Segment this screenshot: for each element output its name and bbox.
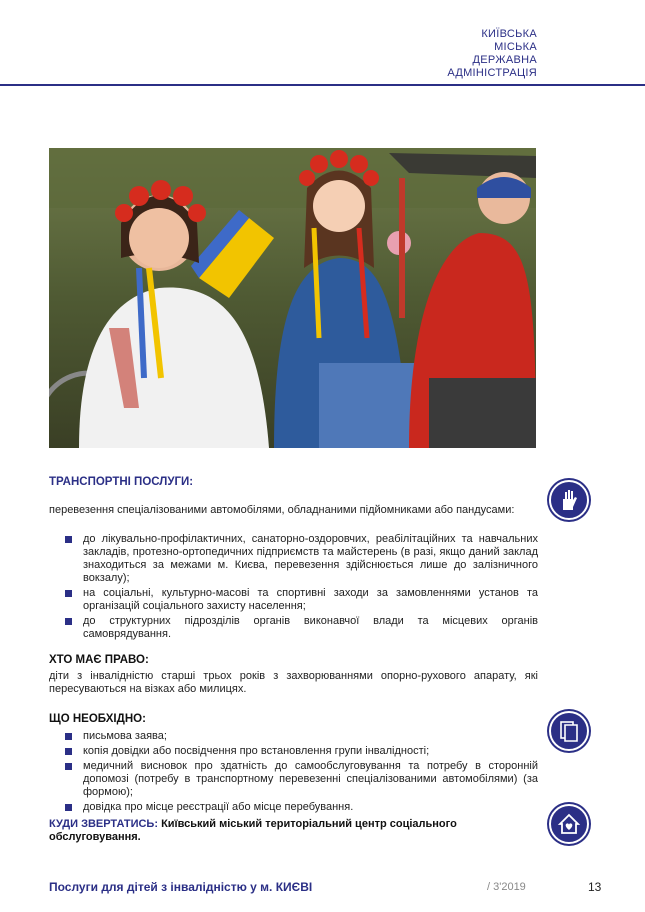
header-line: ДЕРЖАВНА: [472, 54, 537, 66]
hand-heart-icon: [549, 480, 589, 520]
contact-label: КУДИ ЗВЕРТАТИСЬ:: [49, 818, 158, 830]
header-organization: [447, 28, 537, 80]
bullet-square: [65, 536, 72, 543]
bullet-square: [65, 804, 72, 811]
bullet-square: [65, 733, 72, 740]
header-line: АДМІНІСТРАЦІЯ: [447, 67, 537, 79]
page-number: 13: [588, 880, 602, 894]
transport-list: [63, 533, 538, 643]
list-item: копія довідки або посвідчення про встановлення групи інвалідності;: [63, 745, 538, 758]
list-item: медичний висновок про здатність до самообслуговування та потребу в сторонній допомозі (потребу в транспортному перевезенні спеціалізованими автомобілями) (за формою);: [63, 760, 538, 799]
list-item: до лікувально-профілактичних, санаторно-оздоровчих, реабілітаційних та навчальних закладів, протезно-ортопедичних підприємств та майстерень (в разі, якщо даний заклад знаходиться за межами м. Києва, перевезення здійснюється лише до залізничного вокзалу);: [63, 533, 538, 585]
photo-children-in-wheelchairs: [49, 148, 536, 448]
list-item: на соціальні, культурно-масові та спортивні заходи за замовленнями установ та організацій соціального захисту населення;: [63, 587, 538, 613]
header-divider: [0, 84, 645, 86]
documents-icon: [549, 711, 589, 751]
required-list: [63, 730, 538, 816]
contact-block: [49, 818, 539, 844]
bullet-square: [65, 618, 72, 625]
house-heart-icon: [549, 804, 589, 844]
eligibility-text: діти з інвалідністю старші трьох років з захворюваннями опорно-рухового апарату, які пересуваються на візках або милицях.: [49, 670, 538, 695]
list-item: до структурних підрозділів органів виконавчої влади та місцевих органів самоврядування.: [63, 615, 538, 641]
list-item: довідка про місце реєстрації або місце перебування.: [63, 801, 538, 814]
contact-text: Київський міський територіальний центр соціального обслуговування.: [49, 818, 457, 843]
bullet-square: [65, 763, 72, 770]
header-line: МІСЬКА: [494, 41, 537, 53]
list-item: письмова заява;: [63, 730, 538, 743]
footer-title: Послуги для дітей з інвалідністю у м. КИЄВІ: [49, 880, 313, 894]
required-title: ЩО НЕОБХІДНО:: [49, 713, 146, 725]
transport-title: ТРАНСПОРТНІ ПОСЛУГИ:: [49, 476, 194, 488]
eligibility-title: ХТО МАЄ ПРАВО:: [49, 654, 149, 666]
footer-issue: / 3'2019: [487, 881, 526, 893]
header-line: КИЇВСЬКА: [481, 28, 537, 40]
bullet-square: [65, 748, 72, 755]
bullet-square: [65, 590, 72, 597]
transport-intro: перевезення спеціалізованими автомобілями, обладнаними підйомниками або пандусами:: [49, 504, 515, 516]
